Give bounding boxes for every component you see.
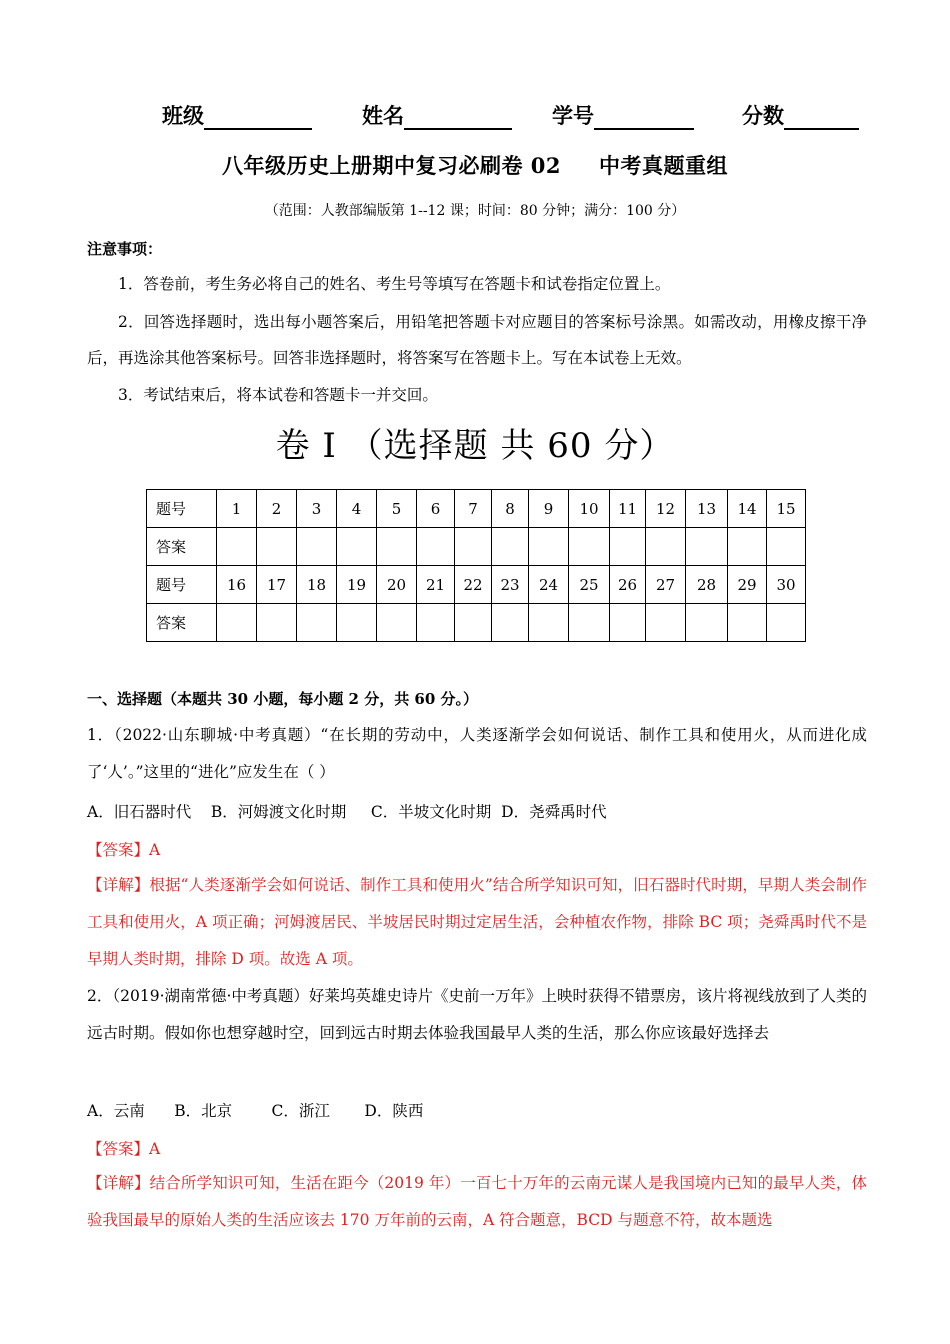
detail-explanation [87,1165,867,1239]
detail-text: 根据“人类逐渐学会如何说话、制作工具和使用火”结合所学知识可知，旧石器时代时期，早期人类会制作工具和使用火，A 项正确；河姆渡居民、半坡居民时期过定居生活，会种植农作物，排除 BC 项；尧舜禹时代不是早期人类时期，排除 D 项。故选 A 项。 [87,876,867,968]
question-number: 6 [417,490,455,528]
answer-cell[interactable] [257,604,297,642]
student-id-label: 学号 [552,103,594,128]
exam-scope: （范围：人教部编版第 1--12 课；时间：80 分钟；满分：100 分） [264,203,686,219]
detail-label: 【详解】 [87,1174,150,1192]
section-heading: 一、选择题（本题共 30 小题，每小题 2 分，共 60 分。） [87,690,479,708]
question-number: 19 [337,566,377,604]
question-options: A．云南 B．北京 C．浙江 D．陕西 [87,1102,424,1120]
question-number: 12 [646,490,686,528]
answer-cell[interactable] [417,528,455,566]
row-label: 题号 [147,490,217,528]
answer-label: 【答案】 [87,841,150,859]
answer-cell[interactable] [767,604,806,642]
score-label: 分数 [742,103,784,128]
question-number: 18 [297,566,337,604]
question-number: 25 [569,566,610,604]
answer-value: A [149,841,161,859]
question-number: 4 [337,490,377,528]
question-number: 15 [767,490,806,528]
answer-line [87,1137,160,1159]
notice-item: 2．回答选择题时，选出每小题答案后，用铅笔把答题卡对应题目的答案标号涂黑。如需改动，用橡皮擦干净后，再选涂其他答案标号。回答非选择题时，将答案写在答题卡上。写在本试卷上无效。 [87,313,867,367]
answer-cell[interactable] [217,604,257,642]
question-number: 5 [377,490,417,528]
question-number: 3 [297,490,337,528]
answer-cell[interactable] [686,604,728,642]
answer-cell[interactable] [646,528,686,566]
class-field[interactable] [162,100,362,130]
answer-label: 【答案】 [87,1140,150,1158]
answer-cell[interactable] [569,528,610,566]
title-main: 八年级历史上册期中复习必刷卷 02 [221,153,562,178]
score-field[interactable] [742,100,867,130]
answer-cell[interactable] [337,528,377,566]
answer-value: A [149,1140,161,1158]
question-number: 21 [417,566,455,604]
answer-cell[interactable] [686,528,728,566]
notice-item: 1．答卷前，考生务必将自己的姓名、考生号等填写在答题卡和试卷指定位置上。 [118,275,671,293]
answer-cell[interactable] [529,528,569,566]
answer-cell[interactable] [377,528,417,566]
question-number: 26 [610,566,646,604]
question-number: 14 [728,490,767,528]
table-row [147,604,806,642]
part-one-title: 卷 I （选择题 共 60 分） [275,426,675,466]
student-info-line [162,100,867,130]
detail-explanation [87,867,867,978]
answer-cell[interactable] [257,528,297,566]
answer-table [146,489,806,642]
question-stem: 1．（2022·山东聊城·中考真题）“在长期的劳动中，人类逐渐学会如何说话、制作工具和使用火，从而进化成了‘人’。”这里的“进化”应发生在（ ） [87,726,867,781]
answer-cell[interactable] [728,604,767,642]
question-number: 13 [686,490,728,528]
question-number: 9 [529,490,569,528]
row-label: 答案 [147,604,217,642]
question-number: 1 [217,490,257,528]
class-label: 班级 [162,103,204,128]
table-row [147,528,806,566]
class-blank[interactable] [204,106,312,130]
notice-heading: 注意事项： [87,240,163,258]
answer-cell[interactable] [610,604,646,642]
answer-cell[interactable] [337,604,377,642]
name-blank[interactable] [404,106,512,130]
answer-cell[interactable] [297,604,337,642]
answer-cell[interactable] [728,528,767,566]
answer-cell[interactable] [529,604,569,642]
name-label: 姓名 [362,103,404,128]
question-number: 10 [569,490,610,528]
detail-label: 【详解】 [87,876,150,894]
question-number: 23 [492,566,529,604]
student-id-field[interactable] [552,100,742,130]
question-options: A．旧石器时代 B．河姆渡文化时期 C．半坡文化时期 D．尧舜禹时代 [87,803,607,821]
score-blank[interactable] [784,106,859,130]
table-row [147,566,806,604]
question-number: 30 [767,566,806,604]
question-number: 7 [455,490,492,528]
name-field[interactable] [362,100,552,130]
answer-cell[interactable] [377,604,417,642]
title-sub: 中考真题重组 [599,153,729,178]
answer-cell[interactable] [455,604,492,642]
answer-cell[interactable] [610,528,646,566]
answer-cell[interactable] [767,528,806,566]
question-number: 20 [377,566,417,604]
answer-cell[interactable] [492,604,529,642]
answer-line [87,838,160,860]
question-number: 2 [257,490,297,528]
question-number: 29 [728,566,767,604]
table-row [147,490,806,528]
question-number: 27 [646,566,686,604]
page-title [0,150,950,180]
answer-cell[interactable] [417,604,455,642]
answer-cell[interactable] [569,604,610,642]
question-stem: 2．（2019·湖南常德·中考真题）好莱坞英雄史诗片《史前一万年》上映时获得不错票房，该片将视线放到了人类的远古时期。假如你也想穿越时空，回到远古时期去体验我国最早人类的生活，那么你应该最好选择去 [87,987,867,1042]
answer-cell[interactable] [646,604,686,642]
answer-cell[interactable] [297,528,337,566]
answer-cell[interactable] [217,528,257,566]
student-id-blank[interactable] [594,106,694,130]
row-label: 题号 [147,566,217,604]
question-number: 8 [492,490,529,528]
question-number: 17 [257,566,297,604]
question-number: 11 [610,490,646,528]
question-number: 16 [217,566,257,604]
question-number: 28 [686,566,728,604]
notice-item: 3．考试结束后，将本试卷和答题卡一并交回。 [118,386,438,404]
row-label: 答案 [147,528,217,566]
answer-cell[interactable] [455,528,492,566]
detail-text: 结合所学知识可知，生活在距今（2019 年）一百七十万年的云南元谋人是我国境内已知的最早人类，体验我国最早的原始人类的生活应该去 170 万年前的云南，A 符合题意，BCD 与题意不符，故本题选 [87,1174,867,1229]
answer-cell[interactable] [492,528,529,566]
question-number: 22 [455,566,492,604]
question-number: 24 [529,566,569,604]
